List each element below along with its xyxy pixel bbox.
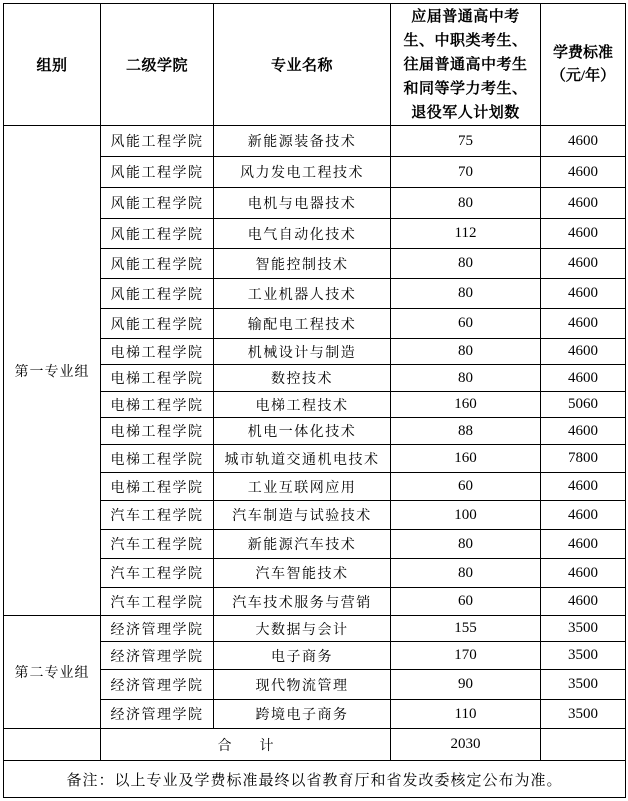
header-major: 专业名称 — [214, 4, 391, 126]
major-cell: 风力发电工程技术 — [214, 157, 391, 188]
header-college: 二级学院 — [101, 4, 214, 126]
major-cell: 新能源汽车技术 — [214, 530, 391, 559]
fee-cell: 4600 — [541, 501, 626, 530]
group-name-cell: 第一专业组 — [4, 126, 101, 616]
plan-cell: 75 — [391, 126, 541, 157]
total-row — [4, 729, 626, 761]
plan-cell: 80 — [391, 530, 541, 559]
major-cell: 现代物流管理 — [214, 670, 391, 700]
plan-cell: 70 — [391, 157, 541, 188]
plan-cell: 155 — [391, 616, 541, 642]
plan-cell: 80 — [391, 279, 541, 309]
fee-cell: 7800 — [541, 445, 626, 473]
plan-cell: 170 — [391, 642, 541, 670]
fee-cell: 4600 — [541, 309, 626, 339]
plan-cell: 80 — [391, 365, 541, 392]
fee-cell: 3500 — [541, 700, 626, 729]
fee-cell: 4600 — [541, 530, 626, 559]
major-cell: 电机与电器技术 — [214, 188, 391, 219]
college-cell: 风能工程学院 — [101, 126, 214, 157]
note-row — [4, 761, 626, 798]
plan-cell: 112 — [391, 219, 541, 249]
major-cell: 汽车技术服务与营销 — [214, 588, 391, 616]
major-cell: 输配电工程技术 — [214, 309, 391, 339]
plan-cell: 160 — [391, 392, 541, 418]
plan-cell: 80 — [391, 339, 541, 365]
header-plan: 应届普通高中考生、中职类考生、往届普通高中考生和同等学力考生、退役军人计划数 — [403, 8, 528, 121]
college-cell: 风能工程学院 — [101, 279, 214, 309]
college-cell: 汽车工程学院 — [101, 530, 214, 559]
college-cell: 风能工程学院 — [101, 219, 214, 249]
major-cell: 电气自动化技术 — [214, 219, 391, 249]
enrollment-plan-table — [3, 3, 626, 798]
college-cell: 电梯工程学院 — [101, 365, 214, 392]
plan-cell: 160 — [391, 445, 541, 473]
major-cell: 数控技术 — [214, 365, 391, 392]
major-cell: 跨境电子商务 — [214, 700, 391, 729]
table-row — [4, 126, 626, 157]
college-cell: 风能工程学院 — [101, 157, 214, 188]
plan-cell: 90 — [391, 670, 541, 700]
major-cell: 城市轨道交通机电技术 — [214, 445, 391, 473]
major-cell: 汽车智能技术 — [214, 559, 391, 588]
plan-cell: 60 — [391, 588, 541, 616]
total-label: 合 计 — [101, 729, 391, 761]
plan-cell: 80 — [391, 559, 541, 588]
note-text: 备注：以上专业及学费标准最终以省教育厅和省发改委核定公布为准。 — [4, 761, 626, 798]
major-cell: 工业互联网应用 — [214, 473, 391, 501]
major-cell: 电子商务 — [214, 642, 391, 670]
college-cell: 汽车工程学院 — [101, 501, 214, 530]
college-cell: 经济管理学院 — [101, 700, 214, 729]
major-cell: 机电一体化技术 — [214, 418, 391, 445]
fee-cell: 4600 — [541, 339, 626, 365]
major-cell: 电梯工程技术 — [214, 392, 391, 418]
fee-cell: 3500 — [541, 616, 626, 642]
fee-cell: 4600 — [541, 365, 626, 392]
header-row — [4, 4, 626, 126]
fee-cell: 4600 — [541, 418, 626, 445]
header-plan-cell — [391, 4, 541, 126]
fee-cell: 4600 — [541, 279, 626, 309]
college-cell: 经济管理学院 — [101, 642, 214, 670]
college-cell: 经济管理学院 — [101, 670, 214, 700]
college-cell: 风能工程学院 — [101, 249, 214, 279]
college-cell: 电梯工程学院 — [101, 339, 214, 365]
table-footer — [4, 729, 626, 798]
major-cell: 工业机器人技术 — [214, 279, 391, 309]
college-cell: 电梯工程学院 — [101, 473, 214, 501]
college-cell: 风能工程学院 — [101, 309, 214, 339]
plan-cell: 88 — [391, 418, 541, 445]
plan-cell: 100 — [391, 501, 541, 530]
college-cell: 风能工程学院 — [101, 188, 214, 219]
plan-cell: 110 — [391, 700, 541, 729]
college-cell: 汽车工程学院 — [101, 559, 214, 588]
total-plan: 2030 — [391, 729, 541, 761]
fee-cell: 4600 — [541, 559, 626, 588]
college-cell: 电梯工程学院 — [101, 445, 214, 473]
major-cell: 机械设计与制造 — [214, 339, 391, 365]
plan-cell: 80 — [391, 249, 541, 279]
fee-cell: 3500 — [541, 642, 626, 670]
total-empty-fee-cell — [541, 729, 626, 761]
fee-cell: 4600 — [541, 249, 626, 279]
plan-cell: 60 — [391, 309, 541, 339]
major-cell: 大数据与会计 — [214, 616, 391, 642]
header-group: 组别 — [4, 4, 101, 126]
college-cell: 汽车工程学院 — [101, 588, 214, 616]
fee-cell: 4600 — [541, 188, 626, 219]
fee-cell: 4600 — [541, 157, 626, 188]
college-cell: 电梯工程学院 — [101, 418, 214, 445]
major-cell: 智能控制技术 — [214, 249, 391, 279]
fee-cell: 3500 — [541, 670, 626, 700]
college-cell: 电梯工程学院 — [101, 392, 214, 418]
plan-cell: 60 — [391, 473, 541, 501]
header-fee: 学费标准（元/年） — [550, 44, 616, 84]
table-body — [4, 126, 626, 729]
table-row — [4, 616, 626, 642]
plan-cell: 80 — [391, 188, 541, 219]
header-fee-cell — [541, 4, 626, 126]
total-empty-group-cell — [4, 729, 101, 761]
college-cell: 经济管理学院 — [101, 616, 214, 642]
group-name-cell: 第二专业组 — [4, 616, 101, 729]
fee-cell: 4600 — [541, 219, 626, 249]
major-cell: 新能源装备技术 — [214, 126, 391, 157]
fee-cell: 4600 — [541, 126, 626, 157]
fee-cell: 4600 — [541, 473, 626, 501]
major-cell: 汽车制造与试验技术 — [214, 501, 391, 530]
fee-cell: 4600 — [541, 588, 626, 616]
fee-cell: 5060 — [541, 392, 626, 418]
